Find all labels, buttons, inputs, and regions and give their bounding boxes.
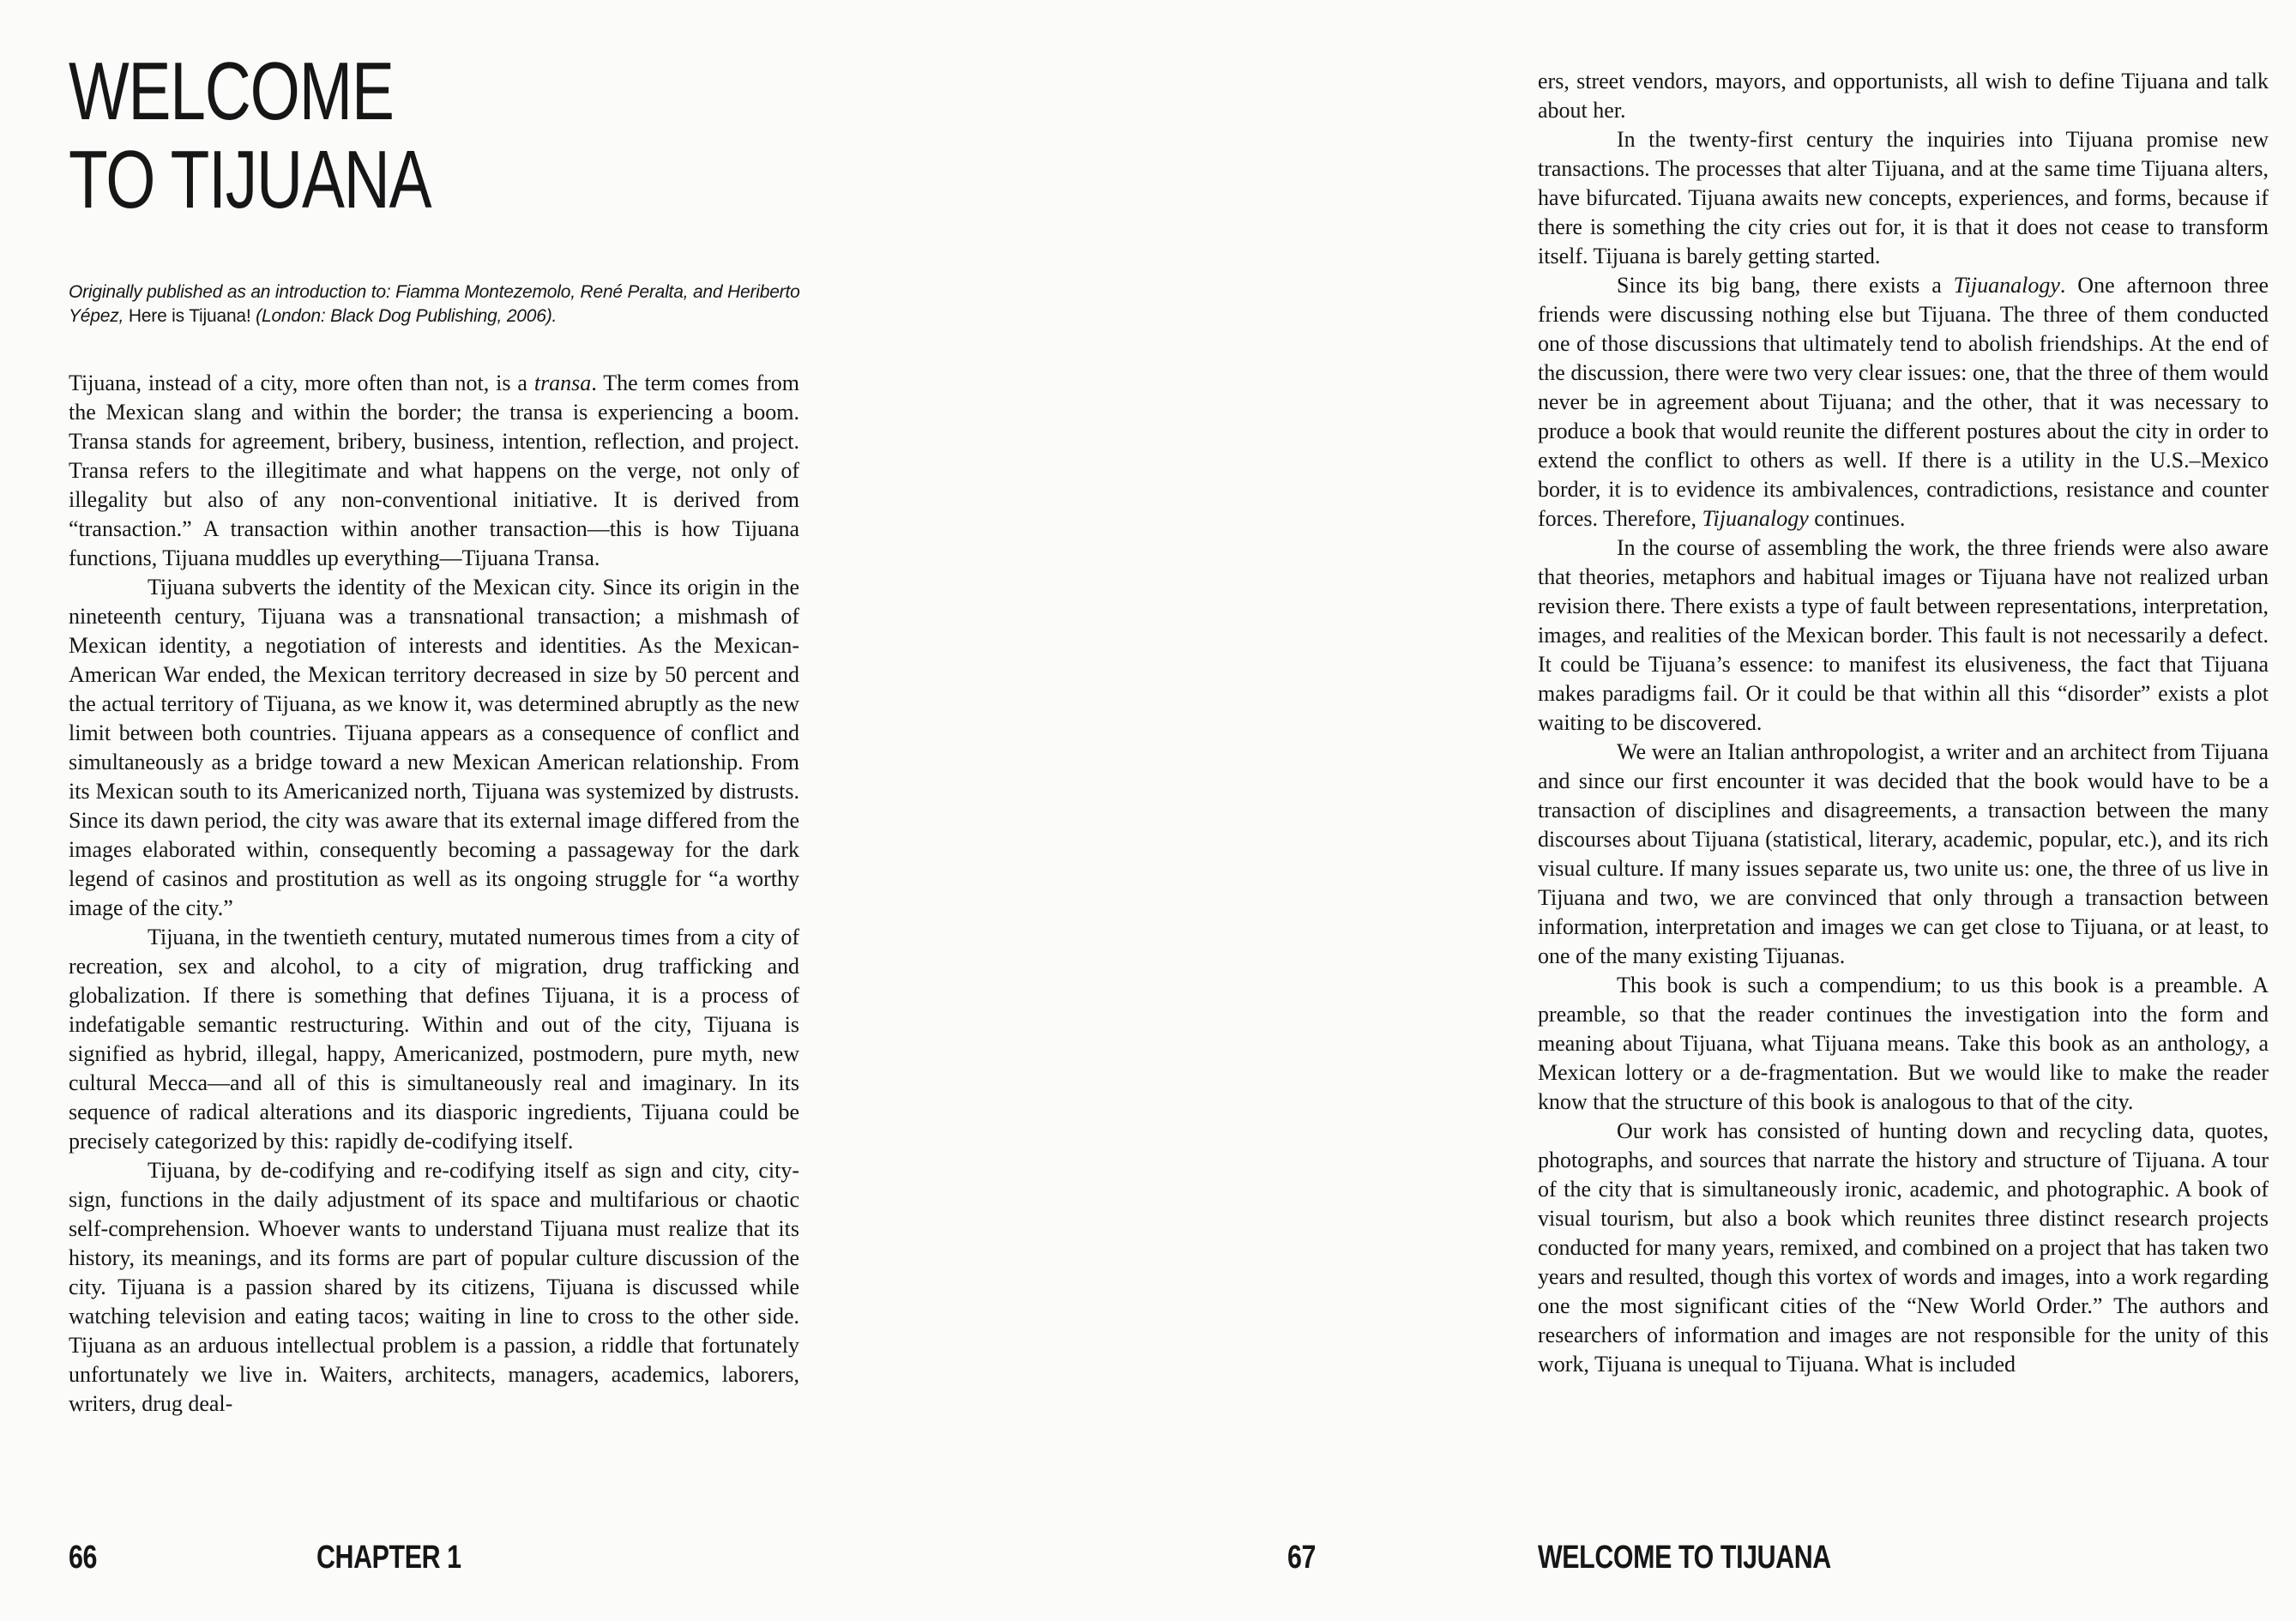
text-segment: continues. <box>1808 506 1906 531</box>
chapter-title-line-2: TO TIJUANA <box>69 134 431 226</box>
text-segment: (London: Black Dog Publishing, 2006). <box>250 306 557 326</box>
body-paragraph <box>1538 125 2269 271</box>
text-segment: Tijuanalogy <box>1953 273 2060 298</box>
text-segment: Since its big bang, there exists a <box>1617 273 1954 298</box>
page-number-left: 66 <box>69 1540 98 1576</box>
text-segment: Tijuana, in the twentieth century, mutated numerous times from a city of recreation, sex and alcohol, to a city of migration, drug trafficking and globalization. If there is something that defines Tijuana, it is a process of indefatigable semantic restructuring. Within and out of the city, Tijuana is signified as hybrid, illegal, happy, Americanized, postmodern, pure myth, new cultural Mecca—and all of this is simultaneously real and imaginary. In its sequence of radical alterations and its diasporic ingredients, Tijuana could be precisely categorized by this: rapidly de-codifying itself. <box>69 925 799 1154</box>
text-segment: transa <box>533 371 592 395</box>
text-segment: Tijuana, by de-codifying and re-codifying itself as sign and city, city-sign, functions in the daily adjustment of its space and multifarious or chaotic self-comprehension. Whoever wants to understand Tijuana must realize that its history, its meanings, and its forms are part of popular culture discussion of the city. Tijuana is a passion shared by its citizens, Tijuana is discussed while watching television and eating tacos; waiting in line to cross to the other side. Tijuana as an arduous intellectual problem is a passion, a riddle that fortunately unfortunately we live in. Waiters, architects, managers, academics, laborers, writers, drug deal- <box>69 1158 799 1416</box>
running-head-right: WELCOME TO TIJUANA <box>1538 1540 1831 1576</box>
chapter-title-line-1: WELCOME <box>69 45 394 137</box>
text-segment: Originally published as an introduction to: Fiamma Montezemolo, René Peralta, and Heriberto Yépez, <box>69 282 800 326</box>
body-paragraph <box>1538 971 2269 1117</box>
body-paragraph <box>69 369 799 573</box>
body-paragraph <box>69 1156 799 1419</box>
body-paragraph <box>1538 738 2269 971</box>
text-segment: Tijuana, instead of a city, more often than not, is a <box>69 371 534 395</box>
body-paragraph <box>1538 67 2269 125</box>
right-text-column <box>1538 67 2269 1518</box>
text-segment: Our work has consisted of hunting down and recycling data, quotes, photographs, and sources that narrate the history and structure of Tijuana. A tour of the city that is simultaneously ironic, academic, and photographic. A book of visual tourism, but also a book which reunites three distinct research projects conducted for many years, remixed, and combined on a project that has taken two years and resulted, though this vortex of words and images, into a work regarding one the most significant cities of the “New World Order.” The authors and researchers of information and images are not responsible for the unity of this work, Tijuana is unequal to Tijuana. What is included <box>1538 1118 2269 1377</box>
running-head-left: CHAPTER 1 <box>316 1540 461 1576</box>
text-segment: Here is Tijuana! <box>128 306 251 326</box>
publication-note <box>69 280 805 328</box>
text-segment: In the course of assembling the work, the three friends were also aware that theories, metaphors and habitual images or Tijuana have not realized urban revision there. There exists a type of fault between representations, interpretation, images, and realities of the Mexican border. This fault is not necessarily a defect. It could be Tijuana’s essence: to manifest its elusiveness, the fact that Tijuana makes paradigms fail. Or it could be that within all this “disorder” exists a plot waiting to be discovered. <box>1538 535 2269 735</box>
page-number-right: 67 <box>1287 1540 1317 1576</box>
body-paragraph <box>69 923 799 1156</box>
body-paragraph <box>1538 533 2269 738</box>
text-segment: . One afternoon three friends were discussing nothing else but Tijuana. The three of them conducted one of those discussions that ultimately tend to abolish friendships. At the end of the discussion, there were two very clear issues: one, that the three of them would never be in agreement about Tijuana; and the other, that it was necessary to produce a book that would reunite the different postures about the city in order to extend the conflict to others as well. If there is a utility in the U.S.–Mexico border, it is to evidence its ambivalences, contradictions, resistance and counter forces. Therefore, <box>1538 273 2269 531</box>
text-segment: ers, street vendors, mayors, and opportunists, all wish to define Tijuana and talk about her. <box>1538 69 2269 123</box>
text-segment: This book is such a compendium; to us this book is a preamble. A preamble, so that the reader continues the investigation into the form and meaning about Tijuana, what Tijuana means. Take this book as an anthology, a Mexican lottery or a de-fragmentation. But we would like to make the reader know that the structure of this book is analogous to that of the city. <box>1538 973 2269 1114</box>
chapter-title <box>69 47 431 224</box>
text-segment: Tijuana subverts the identity of the Mexican city. Since its origin in the nineteenth century, Tijuana was a transnational transaction; a mishmash of Mexican identity, a negotiation of interests and identities. As the Mexican-American War ended, the Mexican territory decreased in size by 50 percent and the actual territory of Tijuana, as we know it, was determined abruptly as the new limit between both countries. Tijuana appears as a consequence of conflict and simultaneously as a bridge toward a new Mexican American relationship. From its Mexican south to its Americanized north, Tijuana was systemized by distrusts. Since its dawn period, the city was aware that its external image differed from the images elaborated within, consequently becoming a passageway for the dark legend of casinos and prostitution as well as its ongoing struggle for “a worthy image of the city.” <box>69 575 799 920</box>
text-segment: In the twenty-first century the inquiries into Tijuana promise new transactions. The processes that alter Tijuana, and at the same time Tijuana alters, have bifurcated. Tijuana awaits new concepts, experiences, and forms, because if there is something the city cries out for, it is that it does not cease to transform itself. Tijuana is barely getting started. <box>1538 127 2269 268</box>
left-text-column <box>69 369 799 1518</box>
body-paragraph <box>69 573 799 923</box>
text-segment: . The term comes from the Mexican slang and within the border; the transa is experiencing a boom. Transa stands for agreement, bribery, business, intention, reflection, and project. Transa refers to the illegitimate and what happens on the verge, not only of illegality but also of any non-conventional initiative. It is derived from “transaction.” A transaction within another transaction—this is how Tijuana functions, Tijuana muddles up everything—Tijuana Transa. <box>69 371 799 570</box>
text-segment: We were an Italian anthropologist, a writer and an architect from Tijuana and since our first encounter it was decided that the book would have to be a transaction of disciplines and disagreements, a transaction between the many discourses about Tijuana (statistical, literary, academic, popular, etc.), and its rich visual culture. If many issues separate us, two unite us: one, the three of us live in Tijuana and two, we are convinced that only through a transaction between information, interpretation and images we can get close to Tijuana, or at least, to one of the many existing Tijuanas. <box>1538 739 2269 968</box>
text-segment: Tijuanalogy <box>1702 506 1809 531</box>
body-paragraph <box>1538 1117 2269 1379</box>
body-paragraph <box>1538 271 2269 533</box>
